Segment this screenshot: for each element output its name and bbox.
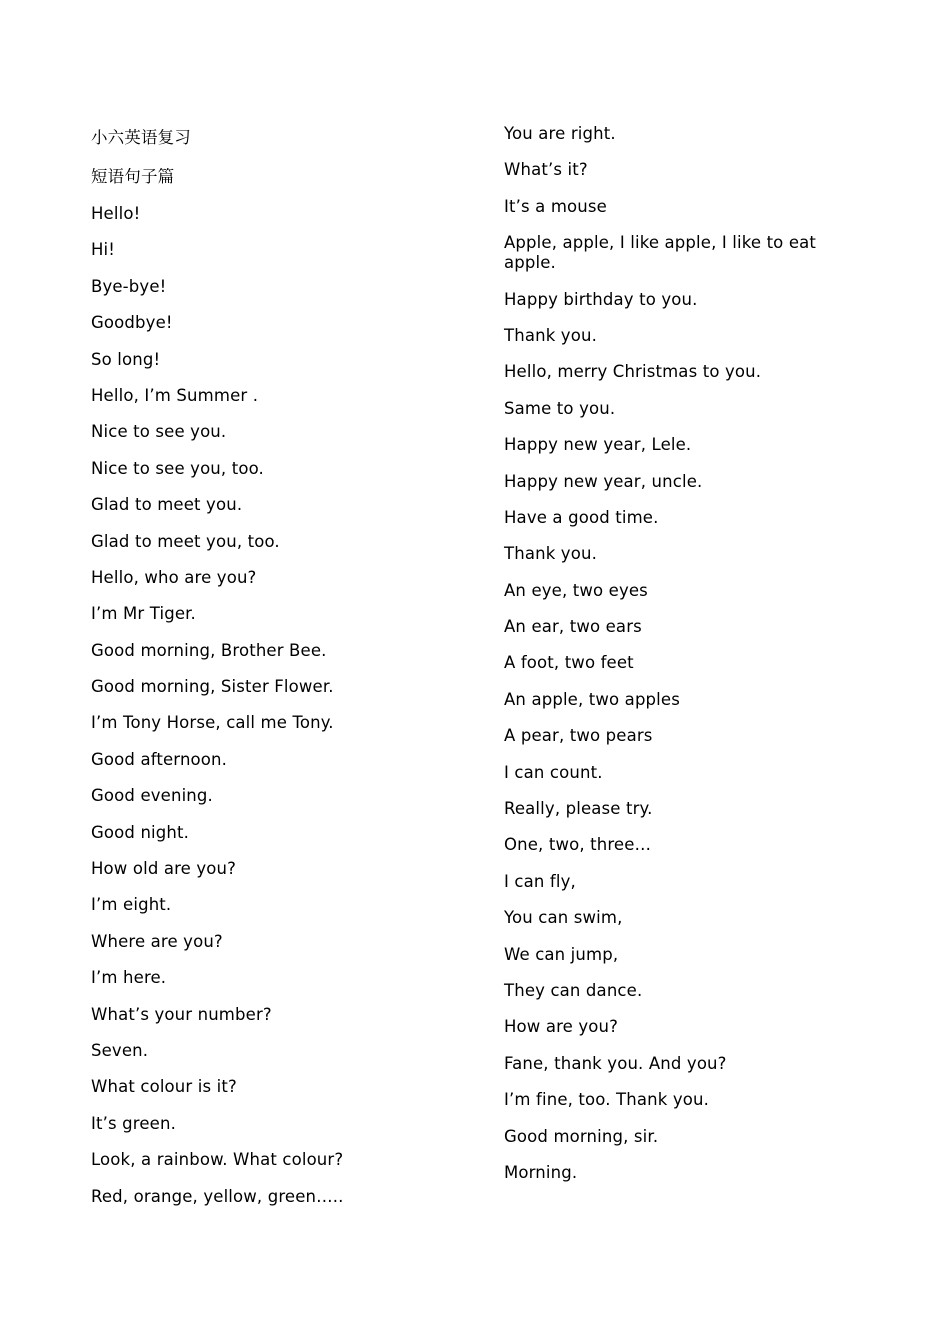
text-line: A foot, two feet [504,653,634,673]
text-line: Happy new year, uncle. [504,471,703,491]
text-line: Nice to see you, too. [91,458,264,478]
text-line: Where are you? [91,931,223,951]
text-line: Seven. [91,1040,149,1060]
text-line: Good morning, Brother Bee. [91,640,327,660]
text-line: Good morning, Sister Flower. [91,677,334,697]
text-line: Happy birthday to you. [504,289,698,309]
text-line: We can jump, [504,944,619,964]
doc-subtitle: 短语句子篇 [91,167,175,186]
text-line: It’s green. [91,1113,176,1133]
text-line: Thank you. [504,544,597,564]
text-line: They can dance. [504,980,643,1000]
text-line: What’s it? [504,160,588,180]
text-line: What colour is it? [91,1077,237,1097]
text-line: Hello! [91,204,141,223]
text-line: A pear, two pears [504,726,653,746]
left-column [91,124,471,1223]
text-line: Good night. [91,822,190,842]
text-line: I can count. [504,762,603,782]
text-line: Goodbye! [91,313,173,333]
text-line: So long! [91,349,161,369]
text-line: Really, please try. [504,799,653,819]
text-line: Hi! [91,240,116,260]
text-line: You are right. [504,124,616,143]
text-line: Nice to see you. [91,422,227,442]
text-line: Thank you. [504,325,597,345]
text-line: I’m eight. [91,895,172,915]
text-line: An ear, two ears [504,617,642,637]
text-line: I’m Tony Horse, call me Tony. [91,713,334,733]
doc-title: 小六英语复习 [91,128,191,147]
text-line: I can fly, [504,871,576,891]
text-line: How are you? [504,1017,619,1037]
text-line: Glad to meet you, too. [91,531,280,551]
right-column [504,124,854,1199]
text-line: I’m fine, too. Thank you. [504,1090,709,1110]
text-line: How old are you? [91,859,237,879]
text-line: Good afternoon. [91,749,228,769]
text-line: Glad to meet you. [91,495,243,515]
text-line: Look, a rainbow. What colour? [91,1150,344,1170]
text-line: Have a good time. [504,507,659,527]
text-line: I’m Mr Tiger. [91,604,196,624]
text-line: Good morning, sir. [504,1126,659,1146]
text-line: I’m here. [91,968,167,988]
text-line: What’s your number? [91,1004,272,1024]
text-line: An eye, two eyes [504,580,648,600]
text-line: Fane, thank you. And you? [504,1053,727,1073]
text-line: Hello, who are you? [91,567,257,587]
text-line: An apple, two apples [504,689,680,709]
text-line: It’s a mouse [504,196,607,216]
text-line: Bye-bye! [91,276,167,296]
text-line: Hello, I’m Summer . [91,385,259,405]
text-line: Apple, apple, I like apple, I like to eat apple. [504,233,817,273]
text-line: You can swim, [504,908,623,928]
text-line: Same to you. [504,398,616,418]
text-line: Happy new year, Lele. [504,435,692,455]
text-line: Good evening. [91,786,213,806]
text-line: Morning. [504,1162,578,1182]
text-line: One, two, three… [504,835,652,855]
text-line: Red, orange, yellow, green….. [91,1186,344,1206]
text-line: Hello, merry Christmas to you. [504,362,762,382]
